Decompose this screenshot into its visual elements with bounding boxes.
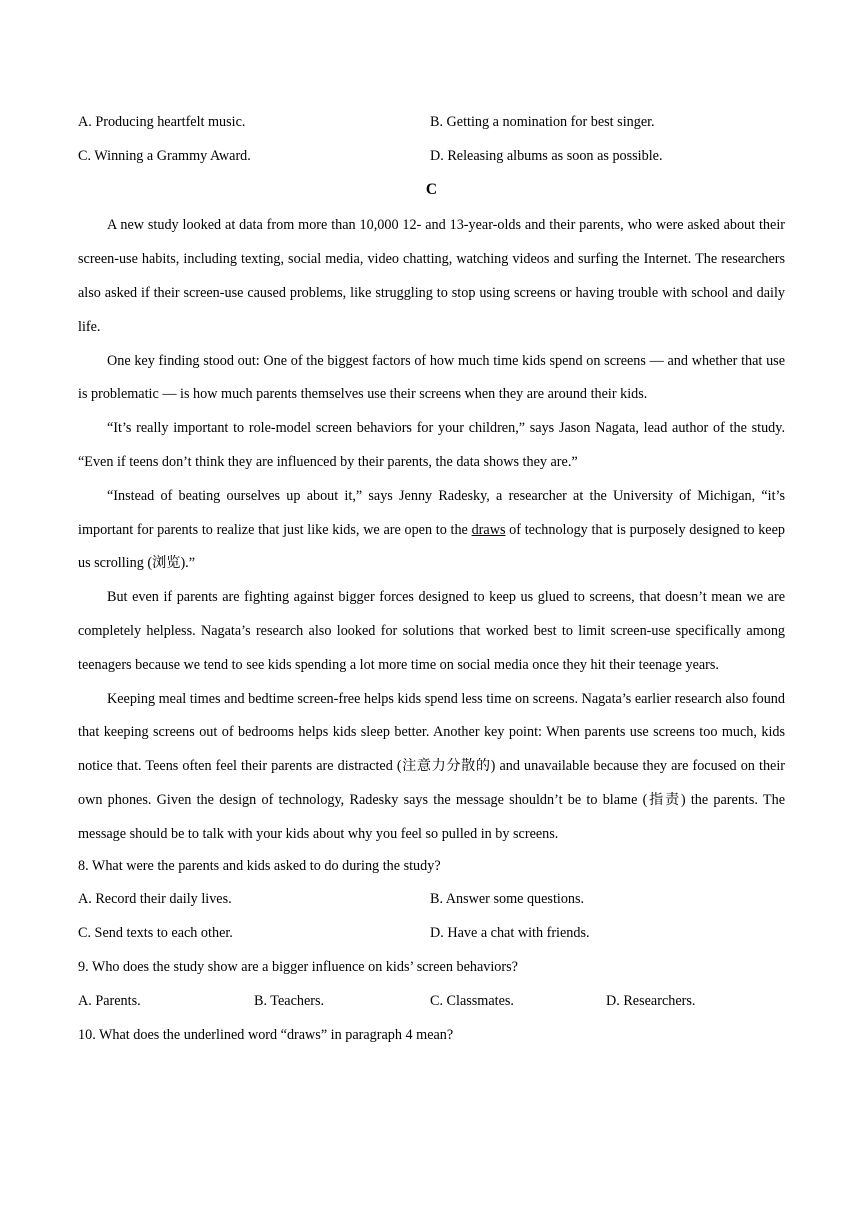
question-8-options-row-2 (78, 919, 785, 953)
paragraph-3: “It’s really important to role-model screen behaviors for your children,” says Jason Nagata, lead author of the study. “Even if teens don’t think they are influenced by their parents, the data shows they are.” (78, 420, 785, 470)
q8-option-b: B. Answer some questions. (430, 891, 585, 908)
underlined-word: draws (471, 521, 506, 538)
option-b: B. Getting a nomination for best singer. (430, 114, 655, 130)
q8-option-a: A. Record their daily lives. (78, 891, 232, 908)
q9-option-a: A. Parents. (78, 992, 141, 1009)
paragraph-4-before: “Instead of beating ourselves up about it,” says Jenny Radesky, a researcher at the University of Michigan, “it’s important for parents to realize that just like kids, we are open to the (78, 487, 785, 538)
q9-option-b: B. Teachers. (254, 992, 325, 1009)
paragraph-1: A new study looked at data from more than 10,000 12- and 13-year-olds and their parents, who were asked about their screen-use habits, including texting, social media, video chatting, watching videos and surfing the Internet. The researchers also asked if their screen-use caused problems, like struggling to stop using screens or having trouble with school and daily life. (78, 217, 785, 335)
q9-option-d: D. Researchers. (606, 992, 696, 1009)
q9-option-c: C. Classmates. (430, 992, 514, 1009)
option-d: D. Releasing albums as soon as possible. (430, 147, 663, 164)
prev-question-options-row-2 (78, 142, 785, 176)
question-8: 8. What were the parents and kids asked to do during the study? (78, 857, 441, 874)
question-9-options-row (78, 987, 785, 1021)
question-9: 9. Who does the study show are a bigger influence on kids’ screen behaviors? (78, 958, 518, 975)
paragraph-5: But even if parents are fighting against bigger forces designed to keep us glued to screens, that doesn’t mean we are completely helpless. Nagata’s research also looked for solutions that worked best to limit screen-use specifically among teenagers because we tend to see kids spending a lot more time on social media once they hit their teenage years. (78, 589, 785, 673)
question-10: 10. What does the underlined word “draws” in paragraph 4 mean? (78, 1026, 454, 1043)
paragraph-4 (78, 480, 785, 581)
option-c: C. Winning a Grammy Award. (78, 147, 251, 164)
option-a: A. Producing heartfelt music. (78, 114, 246, 130)
document-page (78, 108, 785, 1054)
section-heading: C (425, 180, 438, 198)
paragraph-6: Keeping meal times and bedtime screen-free helps kids spend less time on screens. Nagata’s earlier research also found that keeping screens out of bedrooms helps kids sleep better. Another key point: When parents use screens too much, kids notice that. Teens often feel their parents are distracted (注意力分散的) and unavailable because they are focused on their own phones. Given the design of technology, Radesky says the message shouldn’t be to blame (指责) the parents. The message should be to talk with your kids about why you feel so pulled in by screens. (78, 690, 785, 842)
paragraph-4-after: of technology that is purposely designed to keep us scrolling (浏览).” (78, 521, 785, 572)
question-8-options-row-1 (78, 885, 785, 919)
prev-question-options-row-1 (78, 108, 785, 142)
q8-option-d: D. Have a chat with friends. (430, 925, 590, 942)
q8-option-c: C. Send texts to each other. (78, 925, 233, 942)
paragraph-2: One key finding stood out: One of the biggest factors of how much time kids spend on screens — and whether that use is problematic — is how much parents themselves use their screens when they are around their kids. (78, 352, 785, 403)
